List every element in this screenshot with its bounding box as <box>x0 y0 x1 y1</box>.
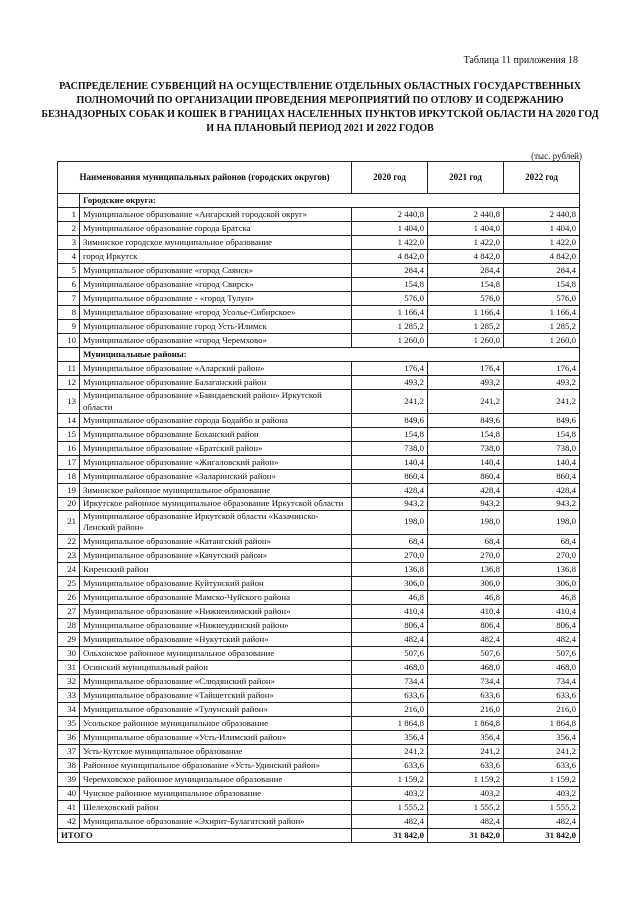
value-2022: 1 422,0 <box>504 236 580 250</box>
value-2021: 410,4 <box>428 604 504 618</box>
value-2021: 140,4 <box>428 456 504 470</box>
municipality-name: Муниципальное образование «город Свирск» <box>80 278 352 292</box>
municipality-name: Зиминское районное муниципальное образование <box>80 484 352 498</box>
row-number: 22 <box>58 534 80 548</box>
row-number: 28 <box>58 618 80 632</box>
value-2021: 576,0 <box>428 292 504 306</box>
table-row <box>58 800 580 814</box>
value-2021: 403,2 <box>428 786 504 800</box>
value-2020: 241,2 <box>352 744 428 758</box>
table-row <box>58 222 580 236</box>
row-number: 35 <box>58 716 80 730</box>
value-2020: 738,0 <box>352 442 428 456</box>
row-number: 34 <box>58 702 80 716</box>
value-2020: 507,6 <box>352 646 428 660</box>
table-row <box>58 320 580 334</box>
value-2020: 1 260,0 <box>352 334 428 348</box>
value-2022: 410,4 <box>504 604 580 618</box>
value-2021: 860,4 <box>428 470 504 484</box>
row-number: 18 <box>58 470 80 484</box>
table-header-row <box>58 162 580 194</box>
table-row <box>58 660 580 674</box>
value-2021: 1 404,0 <box>428 222 504 236</box>
municipality-name: Муниципальное образование «город Черемхово» <box>80 334 352 348</box>
value-2022: 306,0 <box>504 576 580 590</box>
header-name: Наименования муниципальных районов (городских округов) <box>58 162 352 194</box>
value-2021: 216,0 <box>428 702 504 716</box>
table-row <box>58 208 580 222</box>
value-2022: 849,6 <box>504 414 580 428</box>
value-2021: 428,4 <box>428 484 504 498</box>
municipality-name: Муниципальное образование «Ангарский городской округ» <box>80 208 352 222</box>
table-row <box>58 306 580 320</box>
value-2020: 1 159,2 <box>352 772 428 786</box>
value-2021: 154,8 <box>428 278 504 292</box>
row-number: 32 <box>58 674 80 688</box>
value-2021: 633,6 <box>428 758 504 772</box>
total-row <box>58 828 580 842</box>
value-2022: 356,4 <box>504 730 580 744</box>
group-title: Городские округа: <box>80 194 580 208</box>
row-number: 25 <box>58 576 80 590</box>
table-row <box>58 278 580 292</box>
value-2020: 1 285,2 <box>352 320 428 334</box>
table-row <box>58 646 580 660</box>
value-2022: 1 864,8 <box>504 716 580 730</box>
municipality-name: Муниципальное образование «город Усолье-Сибирское» <box>80 306 352 320</box>
municipality-name: Муниципальное образование Куйтунский район <box>80 576 352 590</box>
municipality-name: Муниципальное образование Мамско-Чуйского района <box>80 590 352 604</box>
value-2020: 356,4 <box>352 730 428 744</box>
value-2021: 1 864,8 <box>428 716 504 730</box>
table-row <box>58 730 580 744</box>
value-2020: 734,4 <box>352 674 428 688</box>
table-row <box>58 414 580 428</box>
value-2022: 1 555,2 <box>504 800 580 814</box>
value-2022: 1 159,2 <box>504 772 580 786</box>
table-row <box>58 744 580 758</box>
table-row <box>58 456 580 470</box>
value-2020: 943,2 <box>352 498 428 511</box>
value-2022: 428,4 <box>504 484 580 498</box>
municipality-name: Ольхонское районное муниципальное образование <box>80 646 352 660</box>
row-number: 24 <box>58 562 80 576</box>
row-number: 21 <box>58 510 80 534</box>
value-2022: 482,4 <box>504 632 580 646</box>
value-2020: 403,2 <box>352 786 428 800</box>
value-2020: 136,8 <box>352 562 428 576</box>
header-2022: 2022 год <box>504 162 580 194</box>
value-2022: 403,2 <box>504 786 580 800</box>
table-row <box>58 758 580 772</box>
header-2021: 2021 год <box>428 162 504 194</box>
value-2022: 154,8 <box>504 278 580 292</box>
row-number: 19 <box>58 484 80 498</box>
row-number: 14 <box>58 414 80 428</box>
municipality-name: Муниципальное образование «Нижнеудинский район» <box>80 618 352 632</box>
value-2021: 46,8 <box>428 590 504 604</box>
value-2020: 1 864,8 <box>352 716 428 730</box>
value-2021: 1 285,2 <box>428 320 504 334</box>
value-2021: 734,4 <box>428 674 504 688</box>
value-2021: 136,8 <box>428 562 504 576</box>
value-2022: 806,4 <box>504 618 580 632</box>
table-row <box>58 250 580 264</box>
municipality-name: Муниципальное образование «Нукутский район» <box>80 632 352 646</box>
table-row <box>58 632 580 646</box>
total-2021: 31 842,0 <box>428 828 504 842</box>
value-2021: 68,4 <box>428 534 504 548</box>
municipality-name: Муниципальное образование «Тулунский район» <box>80 702 352 716</box>
value-2021: 1 555,2 <box>428 800 504 814</box>
value-2021: 270,0 <box>428 548 504 562</box>
value-2022: 1 285,2 <box>504 320 580 334</box>
value-2020: 428,4 <box>352 484 428 498</box>
value-2021: 633,6 <box>428 688 504 702</box>
value-2022: 154,8 <box>504 428 580 442</box>
value-2022: 1 404,0 <box>504 222 580 236</box>
municipality-name: Муниципальное образование «Тайшетский район» <box>80 688 352 702</box>
value-2022: 576,0 <box>504 292 580 306</box>
value-2020: 576,0 <box>352 292 428 306</box>
row-number: 17 <box>58 456 80 470</box>
value-2020: 154,8 <box>352 278 428 292</box>
municipality-name: Муниципальное образование «Качугский район» <box>80 548 352 562</box>
group-row-blank <box>58 194 80 208</box>
table-row <box>58 442 580 456</box>
group-title: Муниципальные районы: <box>80 348 580 362</box>
municipality-name: Муниципальное образование Боханский район <box>80 428 352 442</box>
table-row <box>58 292 580 306</box>
value-2022: 1 260,0 <box>504 334 580 348</box>
row-number: 5 <box>58 264 80 278</box>
value-2020: 482,4 <box>352 814 428 828</box>
value-2020: 2 440,8 <box>352 208 428 222</box>
value-2021: 356,4 <box>428 730 504 744</box>
value-2021: 806,4 <box>428 618 504 632</box>
value-2020: 284,4 <box>352 264 428 278</box>
document-title: РАСПРЕДЕЛЕНИЕ СУБВЕНЦИЙ НА ОСУЩЕСТВЛЕНИЕ ОТДЕЛЬНЫХ ОБЛАСТНЫХ ГОСУДАРСТВЕННЫХ ПОЛНОМОЧИЙ ПО ОРГАНИЗАЦИИ ПРОВЕДЕНИЯ МЕРОПРИЯТИЙ ПО ОТЛОВУ И СОДЕРЖАНИЮ БЕЗНАДЗОРНЫХ СОБАК И КОШЕК В ГРАНИЦАХ НАСЕЛЕННЫХ ПУНКТОВ ИРКУТСКОЙ ОБЛАСТИ НА 2020 ГОД И НА ПЛАНОВЫЙ ПЕРИОД 2021 И 2022 ГОДОВ <box>41 81 599 134</box>
row-number: 9 <box>58 320 80 334</box>
table-row <box>58 334 580 348</box>
value-2021: 306,0 <box>428 576 504 590</box>
table-row <box>58 772 580 786</box>
value-2022: 468,0 <box>504 660 580 674</box>
row-number: 2 <box>58 222 80 236</box>
row-number: 20 <box>58 498 80 511</box>
row-number: 7 <box>58 292 80 306</box>
value-2021: 468,0 <box>428 660 504 674</box>
units-note: (тыс. рублей) <box>531 151 582 161</box>
table-row <box>58 716 580 730</box>
table-row <box>58 618 580 632</box>
value-2021: 176,4 <box>428 362 504 376</box>
value-2021: 493,2 <box>428 376 504 390</box>
value-2020: 140,4 <box>352 456 428 470</box>
value-2022: 738,0 <box>504 442 580 456</box>
value-2022: 284,4 <box>504 264 580 278</box>
municipality-name: Муниципальное образование город Усть-Илимск <box>80 320 352 334</box>
municipality-name: Зиминское городское муниципальное образование <box>80 236 352 250</box>
municipality-name: Киренский район <box>80 562 352 576</box>
total-2020: 31 842,0 <box>352 828 428 842</box>
table-row <box>58 786 580 800</box>
row-number: 33 <box>58 688 80 702</box>
municipality-name: Муниципальное образование «Эхирит-Булагатский район» <box>80 814 352 828</box>
value-2020: 68,4 <box>352 534 428 548</box>
value-2021: 738,0 <box>428 442 504 456</box>
table-row <box>58 390 580 414</box>
table-row <box>58 576 580 590</box>
municipality-name: Муниципальное образование «Слюдянский район» <box>80 674 352 688</box>
value-2021: 482,4 <box>428 632 504 646</box>
row-number: 41 <box>58 800 80 814</box>
value-2021: 4 842,0 <box>428 250 504 264</box>
row-number: 11 <box>58 362 80 376</box>
value-2021: 943,2 <box>428 498 504 511</box>
table-row <box>58 562 580 576</box>
value-2020: 1 166,4 <box>352 306 428 320</box>
value-2022: 943,2 <box>504 498 580 511</box>
row-number: 15 <box>58 428 80 442</box>
table-body <box>58 194 580 843</box>
value-2021: 849,6 <box>428 414 504 428</box>
table-row <box>58 484 580 498</box>
table-row <box>58 548 580 562</box>
value-2022: 241,2 <box>504 390 580 414</box>
value-2022: 198,0 <box>504 510 580 534</box>
row-number: 42 <box>58 814 80 828</box>
value-2020: 4 842,0 <box>352 250 428 264</box>
value-2021: 2 440,8 <box>428 208 504 222</box>
row-number: 8 <box>58 306 80 320</box>
value-2021: 1 260,0 <box>428 334 504 348</box>
row-number: 40 <box>58 786 80 800</box>
value-2022: 1 166,4 <box>504 306 580 320</box>
municipality-name: Черемховское районное муниципальное образование <box>80 772 352 786</box>
row-number: 3 <box>58 236 80 250</box>
table-row <box>58 674 580 688</box>
value-2020: 176,4 <box>352 362 428 376</box>
table-row <box>58 470 580 484</box>
row-number: 6 <box>58 278 80 292</box>
municipality-name: Муниципальное образование - «город Тулун» <box>80 292 352 306</box>
row-number: 31 <box>58 660 80 674</box>
row-number: 38 <box>58 758 80 772</box>
row-number: 10 <box>58 334 80 348</box>
value-2022: 140,4 <box>504 456 580 470</box>
value-2020: 154,8 <box>352 428 428 442</box>
value-2020: 216,0 <box>352 702 428 716</box>
municipality-name: Муниципальное образование города Бодайбо и района <box>80 414 352 428</box>
municipality-name: Осинский муниципальный район <box>80 660 352 674</box>
value-2020: 860,4 <box>352 470 428 484</box>
value-2020: 306,0 <box>352 576 428 590</box>
value-2020: 1 422,0 <box>352 236 428 250</box>
municipality-name: Муниципальное образование «Катангский район» <box>80 534 352 548</box>
row-number: 4 <box>58 250 80 264</box>
municipality-name: Районное муниципальное образование «Усть-Удинский район» <box>80 758 352 772</box>
municipality-name: Муниципальное образование «Заларинский район» <box>80 470 352 484</box>
value-2021: 1 422,0 <box>428 236 504 250</box>
row-number: 12 <box>58 376 80 390</box>
municipality-name: Муниципальное образование города Братска <box>80 222 352 236</box>
value-2020: 270,0 <box>352 548 428 562</box>
row-number: 13 <box>58 390 80 414</box>
header-2020: 2020 год <box>352 162 428 194</box>
value-2021: 154,8 <box>428 428 504 442</box>
value-2020: 482,4 <box>352 632 428 646</box>
row-number: 30 <box>58 646 80 660</box>
value-2021: 1 159,2 <box>428 772 504 786</box>
group-row <box>58 348 580 362</box>
subsidy-table <box>57 161 580 843</box>
municipality-name: Усть-Кутское муниципальное образование <box>80 744 352 758</box>
table-row <box>58 702 580 716</box>
table-row <box>58 814 580 828</box>
row-number: 23 <box>58 548 80 562</box>
municipality-name: Муниципальное образование «Усть-Илимский район» <box>80 730 352 744</box>
value-2020: 46,8 <box>352 590 428 604</box>
value-2022: 2 440,8 <box>504 208 580 222</box>
value-2022: 241,2 <box>504 744 580 758</box>
table-row <box>58 362 580 376</box>
value-2022: 633,6 <box>504 688 580 702</box>
table-row <box>58 236 580 250</box>
value-2022: 68,4 <box>504 534 580 548</box>
value-2022: 270,0 <box>504 548 580 562</box>
value-2022: 4 842,0 <box>504 250 580 264</box>
value-2022: 493,2 <box>504 376 580 390</box>
value-2022: 176,4 <box>504 362 580 376</box>
table-row <box>58 590 580 604</box>
value-2020: 468,0 <box>352 660 428 674</box>
group-row-blank <box>58 348 80 362</box>
municipality-name: Чунское районное муниципальное образование <box>80 786 352 800</box>
municipality-name: Иркутское районное муниципальное образование Иркутской области <box>80 498 352 511</box>
row-number: 39 <box>58 772 80 786</box>
value-2020: 1 555,2 <box>352 800 428 814</box>
row-number: 29 <box>58 632 80 646</box>
value-2021: 482,4 <box>428 814 504 828</box>
value-2020: 241,2 <box>352 390 428 414</box>
municipality-name: Муниципальное образование Иркутской области «Казачинско-Ленский район» <box>80 510 352 534</box>
row-number: 27 <box>58 604 80 618</box>
table-row <box>58 534 580 548</box>
municipality-name: город Иркутск <box>80 250 352 264</box>
value-2021: 241,2 <box>428 744 504 758</box>
value-2020: 633,6 <box>352 758 428 772</box>
municipality-name: Муниципальное образование «Жигаловский район» <box>80 456 352 470</box>
value-2022: 46,8 <box>504 590 580 604</box>
row-number: 36 <box>58 730 80 744</box>
value-2022: 507,6 <box>504 646 580 660</box>
municipality-name: Муниципальное образование «Братский район» <box>80 442 352 456</box>
row-number: 37 <box>58 744 80 758</box>
total-2022: 31 842,0 <box>504 828 580 842</box>
value-2022: 633,6 <box>504 758 580 772</box>
value-2020: 633,6 <box>352 688 428 702</box>
value-2022: 482,4 <box>504 814 580 828</box>
table-row <box>58 604 580 618</box>
value-2021: 241,2 <box>428 390 504 414</box>
table-row <box>58 498 580 511</box>
total-label: ИТОГО <box>58 828 352 842</box>
value-2022: 136,8 <box>504 562 580 576</box>
value-2020: 849,6 <box>352 414 428 428</box>
municipality-name: Муниципальное образование «Нижнеилимский район» <box>80 604 352 618</box>
municipality-name: Муниципальное образование «Аларский район» <box>80 362 352 376</box>
value-2021: 198,0 <box>428 510 504 534</box>
row-number: 1 <box>58 208 80 222</box>
value-2022: 860,4 <box>504 470 580 484</box>
table-row <box>58 688 580 702</box>
table-row <box>58 428 580 442</box>
municipality-name: Муниципальное образование «Баяндаевский район» Иркутской области <box>80 390 352 414</box>
value-2020: 198,0 <box>352 510 428 534</box>
municipality-name: Шелеховский район <box>80 800 352 814</box>
value-2020: 493,2 <box>352 376 428 390</box>
table-label: Таблица 11 приложения 18 <box>463 55 578 66</box>
row-number: 26 <box>58 590 80 604</box>
value-2021: 507,6 <box>428 646 504 660</box>
municipality-name: Муниципальное образование «город Саянск» <box>80 264 352 278</box>
value-2020: 806,4 <box>352 618 428 632</box>
value-2020: 410,4 <box>352 604 428 618</box>
value-2021: 284,4 <box>428 264 504 278</box>
value-2020: 1 404,0 <box>352 222 428 236</box>
value-2022: 216,0 <box>504 702 580 716</box>
value-2021: 1 166,4 <box>428 306 504 320</box>
municipality-name: Муниципальное образование Балаганский район <box>80 376 352 390</box>
municipality-name: Усольское районное муниципальное образование <box>80 716 352 730</box>
table-row <box>58 376 580 390</box>
table-row <box>58 510 580 534</box>
row-number: 16 <box>58 442 80 456</box>
value-2022: 734,4 <box>504 674 580 688</box>
table-row <box>58 264 580 278</box>
group-row <box>58 194 580 208</box>
